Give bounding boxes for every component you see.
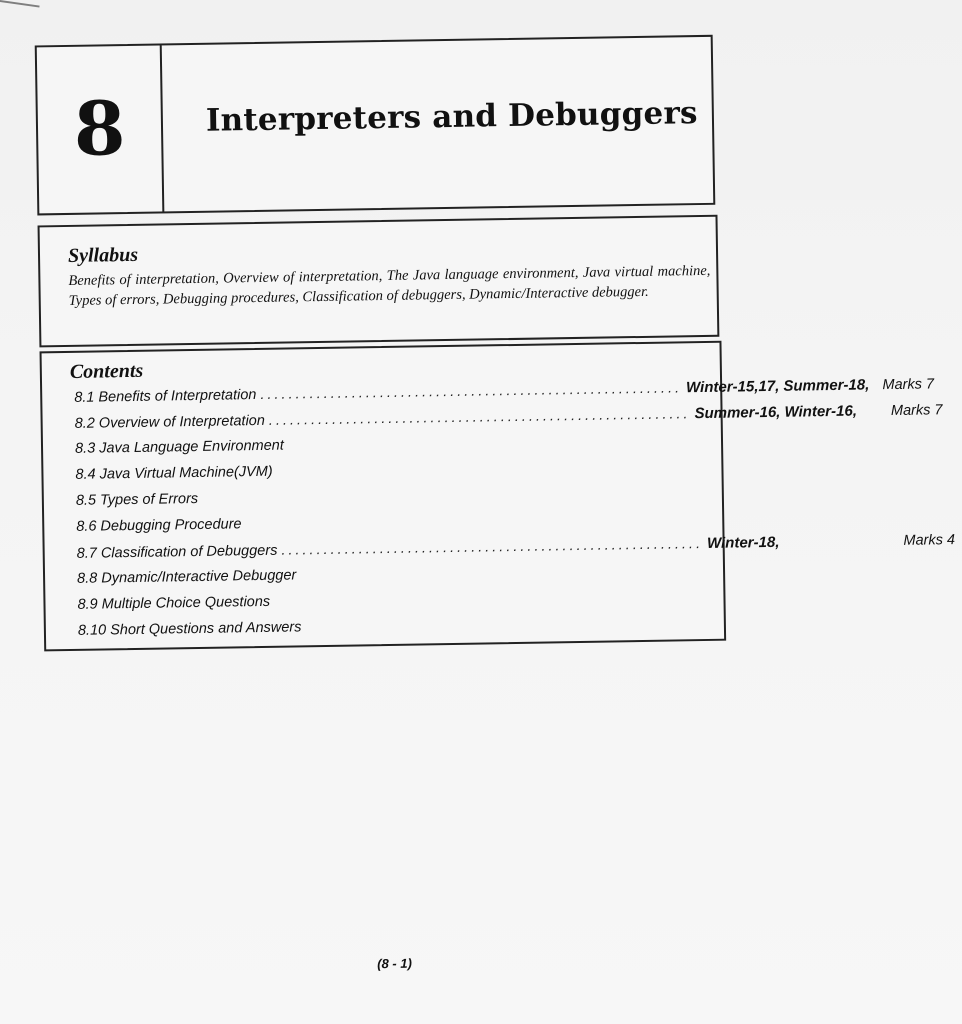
- contents-item-label: 8.10 Short Questions and Answers: [77, 619, 302, 639]
- contents-item-label: 8.4 Java Virtual Machine(JVM): [75, 463, 273, 483]
- chapter-title: Interpreters and Debuggers: [205, 95, 698, 139]
- contents-item-marks: Marks 4: [903, 532, 956, 549]
- contents-list: [74, 376, 956, 649]
- syllabus-box: [38, 215, 720, 348]
- contents-item-exam: Summer-16, Winter-16,: [694, 402, 858, 423]
- contents-item-label: 8.2 Overview of Interpretation: [74, 412, 265, 432]
- contents-item-label: 8.7 Classification of Debuggers: [76, 542, 278, 562]
- dot-leader: ............................................................: [260, 380, 683, 403]
- contents-item-label: 8.3 Java Language Environment: [74, 437, 284, 457]
- contents-item-exam: Winter-15,17, Summer-18,: [685, 376, 870, 397]
- chapter-number: 8: [37, 45, 165, 213]
- contents-item-exam: Winter-18,: [706, 533, 780, 552]
- contents-item-label: 8.9 Multiple Choice Questions: [77, 593, 271, 613]
- syllabus-heading: Syllabus: [67, 243, 139, 267]
- contents-item-label: 8.5 Types of Errors: [75, 490, 199, 509]
- page-number: (8 - 1): [377, 955, 412, 972]
- contents-item-label: 8.6 Debugging Procedure: [76, 516, 242, 535]
- dot-leader: ............................................................: [281, 536, 704, 559]
- chapter-header-box: [35, 35, 716, 216]
- contents-box: [40, 341, 956, 652]
- contents-heading: Contents: [69, 359, 144, 383]
- contents-item-marks: Marks 7: [890, 402, 943, 420]
- dot-leader: ............................................................: [268, 406, 691, 429]
- contents-item-label: 8.1 Benefits of Interpretation: [74, 387, 257, 406]
- contents-item-label: 8.8 Dynamic/Interactive Debugger: [76, 567, 297, 587]
- contents-item-marks: Marks 7: [882, 376, 935, 394]
- syllabus-text: Benefits of interpretation, Overview of interpretation, The Java language environment, Java virtual machine, Types of errors, Debugging procedures, Classification of debuggers, Dynamic/Interactive debugger.: [68, 262, 711, 309]
